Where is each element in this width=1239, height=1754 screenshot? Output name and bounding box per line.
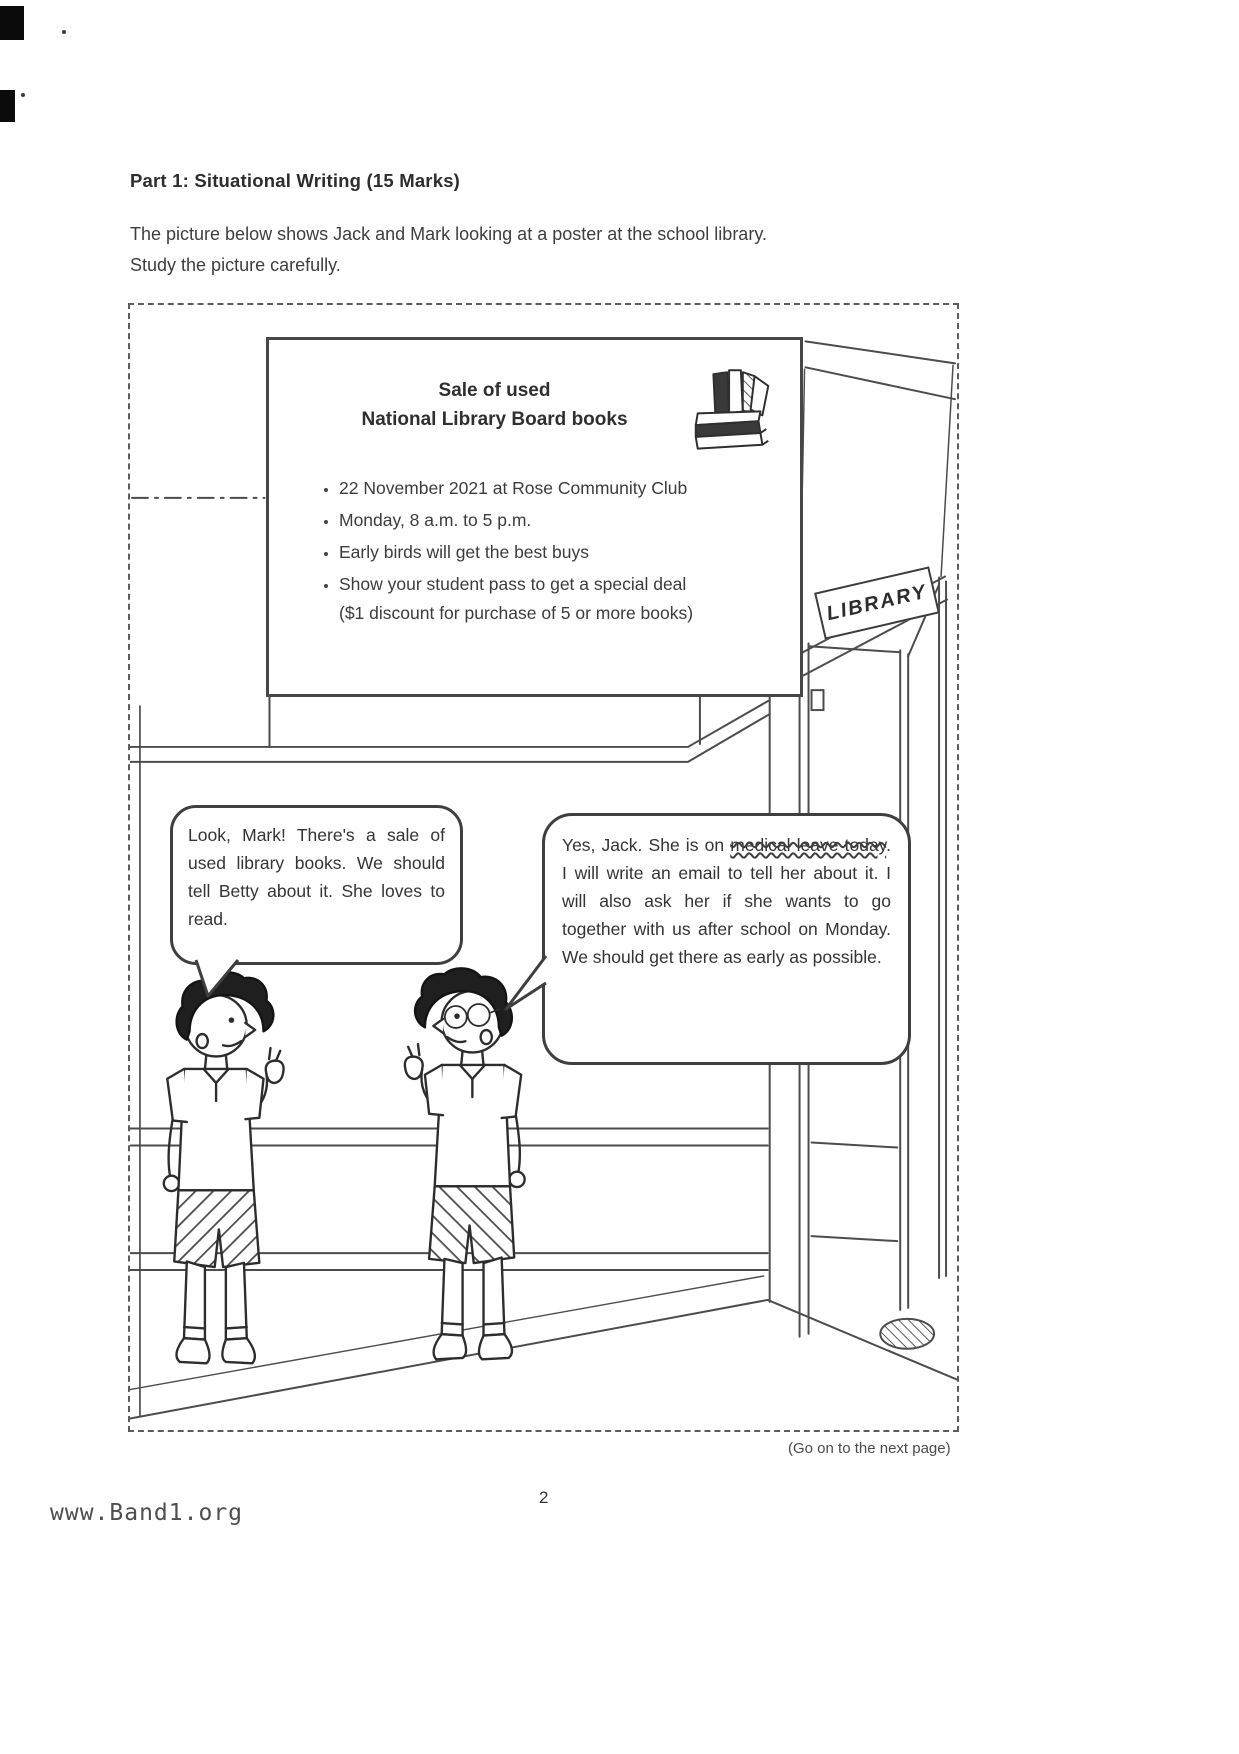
scan-blot [0, 90, 15, 122]
poster-bullet-list [269, 474, 701, 631]
poster-bullet: • Early birds will get the best buys [339, 538, 701, 567]
poster-title-line-1: Sale of used [438, 380, 551, 401]
mark-speech-scribbled: medical leave today [730, 835, 887, 855]
scan-blot [0, 6, 24, 40]
library-sign: LIBRARY [814, 566, 940, 639]
speech-tail-jack [188, 957, 244, 999]
poster-bullet: • Show your student pass to get a special deal ($1 discount for purchase of 5 or more books) [339, 570, 701, 628]
page-number: 2 [539, 1488, 549, 1507]
poster-bullet: • Monday, 8 a.m. to 5 p.m. [339, 506, 701, 535]
speech-bubble-jack [170, 805, 463, 965]
books-stack-icon [684, 360, 782, 454]
speech-bubble-mark [542, 813, 911, 1065]
watermark: www.Band1.org [50, 1500, 244, 1526]
scan-speck [62, 30, 66, 34]
picture-frame [128, 303, 959, 1432]
poster [266, 337, 803, 697]
poster-title-line-2: National Library Board books [361, 409, 628, 430]
part-title: Part 1: Situational Writing (15 Marks) [130, 170, 461, 191]
boy-mark [405, 968, 525, 1359]
intro-text [130, 219, 767, 281]
intro-line-2: Study the picture carefully. [130, 255, 341, 275]
jack-speech-text: Look, Mark! There's a sale of used library books. We should tell Betty about it. She loves to read. [188, 825, 445, 929]
mark-speech-part1: Yes, Jack. She is on [562, 835, 731, 855]
next-page-note: (Go on to the next page) [788, 1440, 951, 1457]
intro-line-1: The picture below shows Jack and Mark looking at a poster at the school library. [130, 224, 767, 244]
mark-speech-part2: . I will write an email to tell her about it. I will also ask her if she wants to go together with us after school on Monday. We should get there as early as possible. [562, 835, 892, 967]
scan-speck [21, 93, 25, 97]
speech-tail-mark [502, 953, 548, 1013]
poster-bullet: • 22 November 2021 at Rose Community Club [339, 474, 701, 503]
boy-jack [164, 972, 284, 1363]
